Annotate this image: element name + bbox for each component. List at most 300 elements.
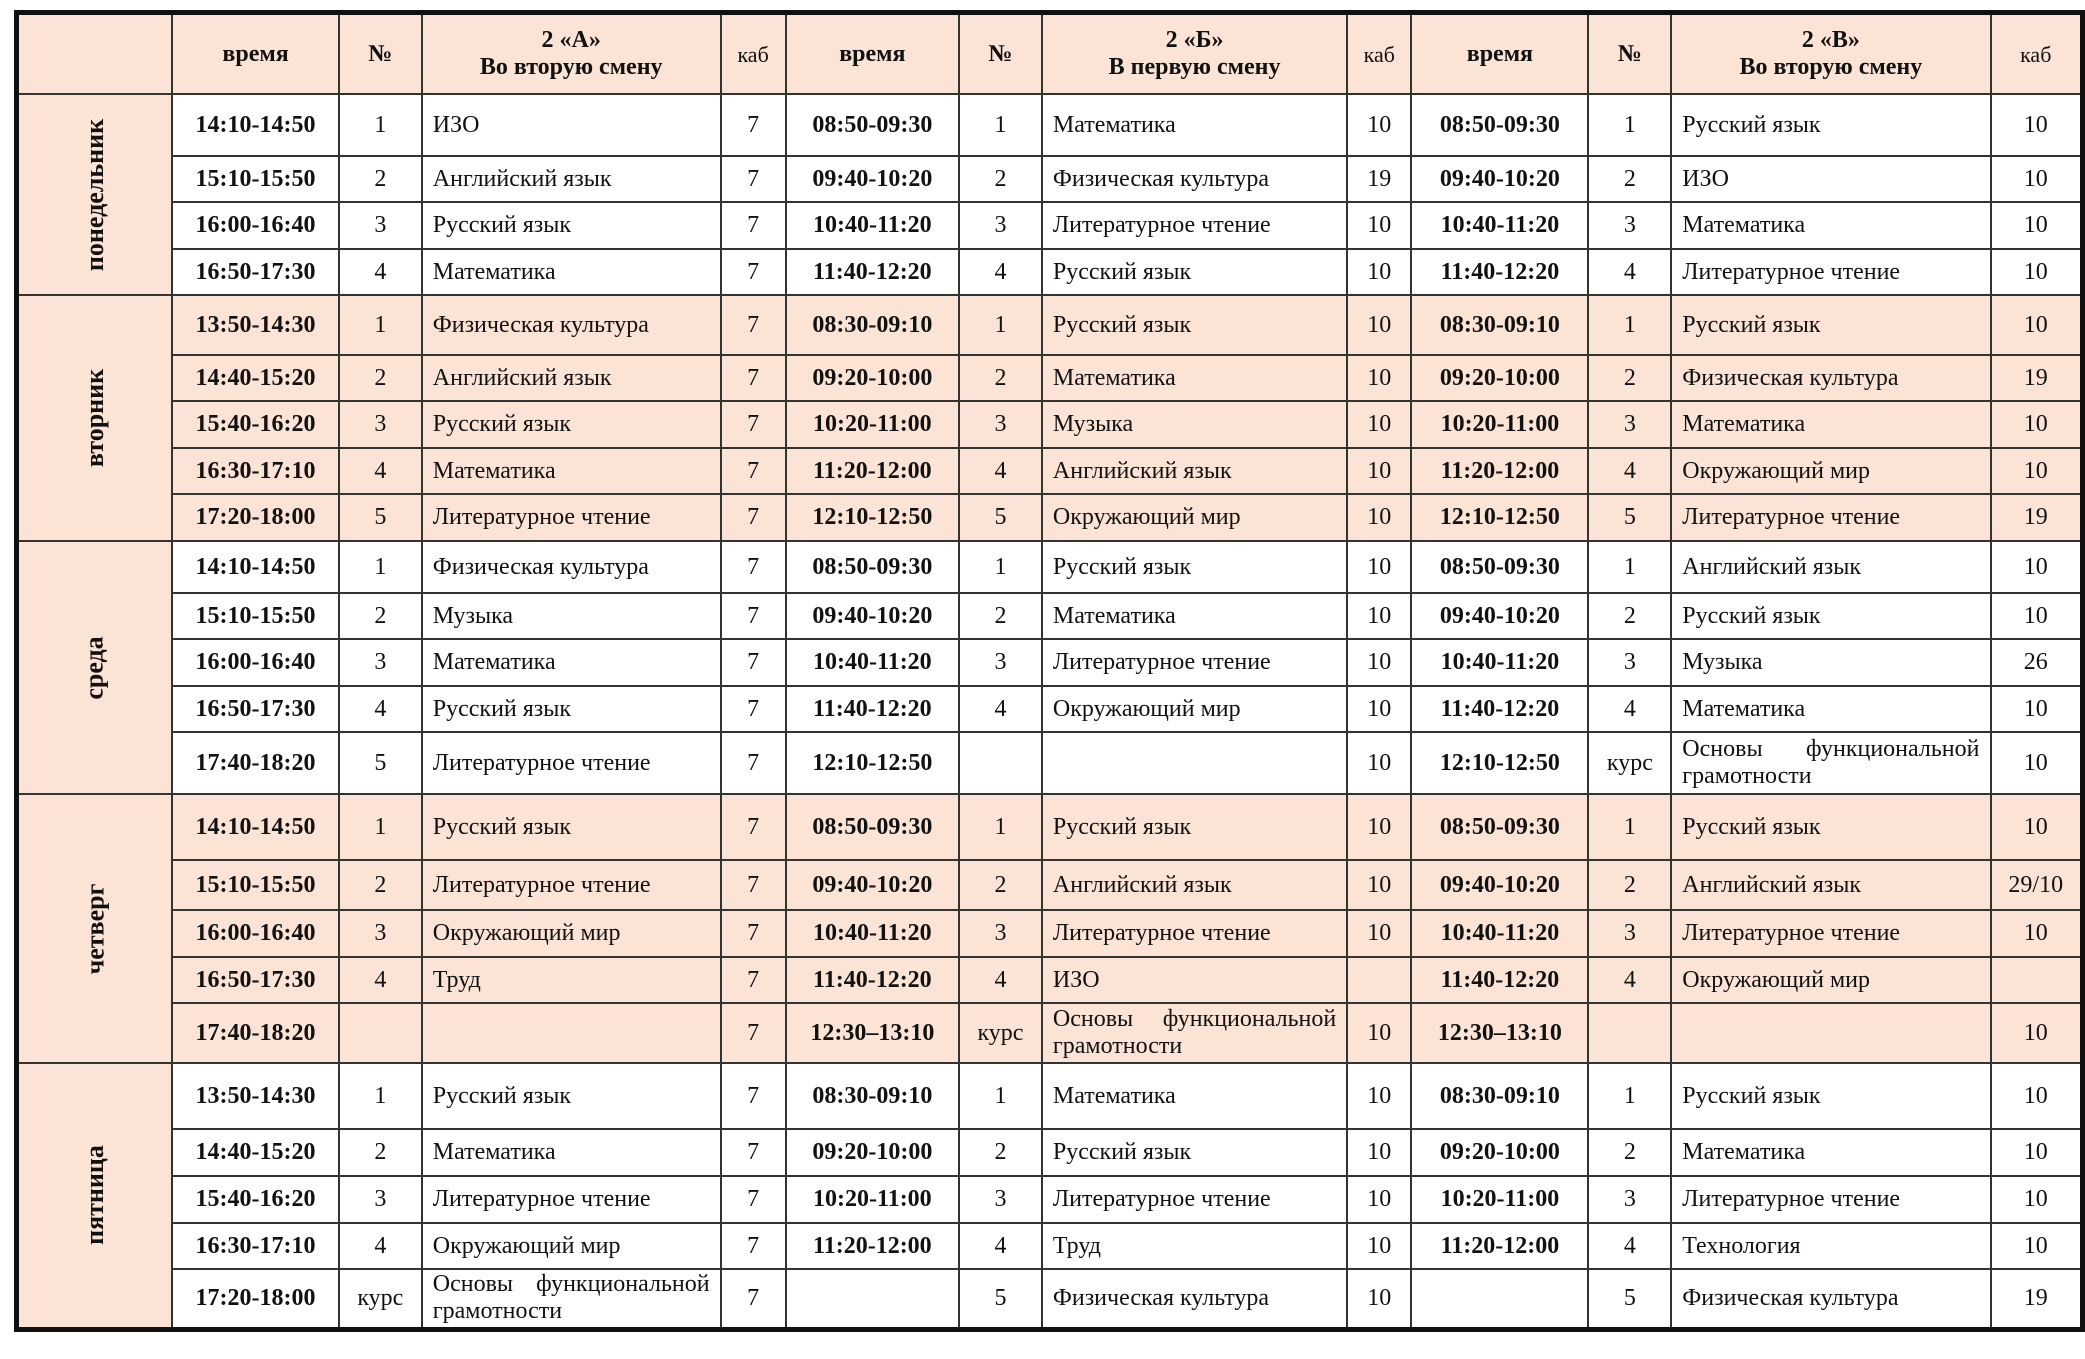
room: 19 [1347, 156, 1411, 202]
subject: Музыка [422, 593, 721, 639]
lesson-time: 10:40-11:20 [1411, 910, 1588, 957]
subject: Литературное чтение [422, 1176, 721, 1223]
subject: Русский язык [422, 202, 721, 249]
subject: Литературное чтение [1671, 1176, 1990, 1223]
room: 10 [1991, 1063, 2083, 1129]
subject: Английский язык [1671, 860, 1990, 910]
subject: Труд [422, 957, 721, 1003]
subject: Русский язык [1042, 1129, 1347, 1176]
subject: Окружающий мир [422, 910, 721, 957]
lesson-time: 14:10-14:50 [172, 794, 339, 860]
room: 10 [1347, 1003, 1411, 1063]
lesson-time: 09:40-10:20 [1411, 156, 1588, 202]
subject [422, 1003, 721, 1063]
subject: Окружающий мир [1042, 686, 1347, 732]
lesson-time: 11:40-12:20 [1411, 686, 1588, 732]
room: 19 [1991, 1269, 2083, 1329]
lesson-time: 08:50-09:30 [1411, 541, 1588, 593]
header-class-c [1671, 13, 1990, 95]
subject: Математика [1671, 1129, 1990, 1176]
lesson-number: 1 [339, 1063, 422, 1129]
subject: Русский язык [1042, 249, 1347, 295]
room: 10 [1347, 355, 1411, 401]
lesson-number [1588, 1003, 1671, 1063]
day-label [17, 295, 173, 541]
lesson-number: 2 [1588, 355, 1671, 401]
room: 7 [721, 401, 786, 448]
lesson-time: 10:40-11:20 [786, 910, 959, 957]
lesson-time: 08:30-09:10 [786, 1063, 959, 1129]
room: 10 [1991, 94, 2083, 156]
lesson-number: 4 [339, 686, 422, 732]
day-label [17, 541, 173, 794]
lesson-number: 1 [1588, 794, 1671, 860]
lesson-number: 4 [959, 957, 1042, 1003]
lesson-time: 08:50-09:30 [786, 541, 959, 593]
lesson-number: 3 [1588, 1176, 1671, 1223]
room: 10 [1991, 1003, 2083, 1063]
room: 10 [1347, 1176, 1411, 1223]
table-row [17, 639, 2083, 686]
schedule-table [14, 10, 2085, 1332]
room: 10 [1991, 1176, 2083, 1223]
table-row [17, 295, 2083, 355]
header-num-a: № [339, 13, 422, 95]
day-label-text: пятница [80, 1145, 110, 1246]
lesson-time: 12:30–13:10 [786, 1003, 959, 1063]
lesson-time: 16:00-16:40 [172, 910, 339, 957]
room: 7 [721, 249, 786, 295]
header-row [17, 13, 2083, 95]
room: 10 [1991, 541, 2083, 593]
lesson-time: 14:10-14:50 [172, 94, 339, 156]
lesson-number: 5 [959, 1269, 1042, 1329]
lesson-number: курс [959, 1003, 1042, 1063]
subject: Основы функциональной грамотности [422, 1269, 721, 1329]
table-row [17, 1003, 2083, 1063]
header-class-a [422, 13, 721, 95]
lesson-time: 08:50-09:30 [786, 794, 959, 860]
lesson-time [786, 1269, 959, 1329]
lesson-time: 09:20-10:00 [1411, 1129, 1588, 1176]
lesson-number: 2 [1588, 860, 1671, 910]
lesson-number [959, 732, 1042, 794]
lesson-time: 11:40-12:20 [786, 957, 959, 1003]
lesson-number: 1 [339, 794, 422, 860]
subject: Английский язык [422, 156, 721, 202]
subject: Литературное чтение [1042, 202, 1347, 249]
header-num-b: № [959, 13, 1042, 95]
header-time-c: время [1411, 13, 1588, 95]
subject: ИЗО [422, 94, 721, 156]
subject: Русский язык [1042, 541, 1347, 593]
room: 10 [1347, 1269, 1411, 1329]
lesson-number: 4 [1588, 957, 1671, 1003]
table-row [17, 1223, 2083, 1269]
day-label [17, 94, 173, 295]
room: 10 [1347, 249, 1411, 295]
subject: Окружающий мир [1671, 448, 1990, 494]
room: 10 [1991, 1223, 2083, 1269]
subject: Литературное чтение [1671, 494, 1990, 541]
lesson-number: 2 [1588, 1129, 1671, 1176]
lesson-number: 3 [339, 1176, 422, 1223]
room: 7 [721, 202, 786, 249]
subject: Русский язык [422, 1063, 721, 1129]
room: 10 [1347, 860, 1411, 910]
lesson-number: 1 [339, 94, 422, 156]
table-row [17, 794, 2083, 860]
table-row [17, 957, 2083, 1003]
lesson-time: 09:40-10:20 [786, 593, 959, 639]
subject: Русский язык [422, 794, 721, 860]
subject: Основы функциональной грамотности [1042, 1003, 1347, 1063]
lesson-time: 11:20-12:00 [1411, 448, 1588, 494]
subject: Физическая культура [1671, 1269, 1990, 1329]
lesson-number: 3 [1588, 910, 1671, 957]
room: 29/10 [1991, 860, 2083, 910]
subject: Английский язык [422, 355, 721, 401]
room: 10 [1991, 202, 2083, 249]
lesson-number: 3 [959, 910, 1042, 957]
lesson-number: 3 [1588, 401, 1671, 448]
lesson-number: 2 [1588, 156, 1671, 202]
room: 10 [1991, 593, 2083, 639]
room: 7 [721, 1223, 786, 1269]
room: 10 [1991, 448, 2083, 494]
subject: Математика [1671, 202, 1990, 249]
table-row [17, 448, 2083, 494]
lesson-number: 2 [339, 355, 422, 401]
subject: Литературное чтение [422, 860, 721, 910]
lesson-number: 1 [339, 295, 422, 355]
room: 7 [721, 732, 786, 794]
room: 26 [1991, 639, 2083, 686]
lesson-number: 5 [1588, 1269, 1671, 1329]
subject: Математика [1042, 593, 1347, 639]
lesson-time: 16:50-17:30 [172, 686, 339, 732]
lesson-number: 4 [339, 249, 422, 295]
lesson-time: 16:30-17:10 [172, 448, 339, 494]
room: 7 [721, 686, 786, 732]
table-row [17, 1176, 2083, 1223]
subject: Английский язык [1042, 860, 1347, 910]
room: 10 [1347, 401, 1411, 448]
lesson-number: 4 [1588, 1223, 1671, 1269]
lesson-number: 1 [959, 541, 1042, 593]
table-row [17, 494, 2083, 541]
lesson-number: 1 [959, 295, 1042, 355]
day-label-text: четверг [80, 883, 110, 974]
lesson-time: 14:10-14:50 [172, 541, 339, 593]
lesson-number: 4 [959, 249, 1042, 295]
lesson-number: 3 [339, 401, 422, 448]
lesson-number: 1 [959, 94, 1042, 156]
room: 7 [721, 910, 786, 957]
room: 10 [1347, 910, 1411, 957]
subject: Труд [1042, 1223, 1347, 1269]
class-c-shift: Во вторую смену [1739, 54, 1923, 80]
lesson-time: 12:10-12:50 [786, 732, 959, 794]
lesson-time: 10:20-11:00 [1411, 1176, 1588, 1223]
lesson-time: 08:30-09:10 [1411, 1063, 1588, 1129]
lesson-time: 12:10-12:50 [1411, 494, 1588, 541]
lesson-number: 2 [959, 860, 1042, 910]
room [1347, 957, 1411, 1003]
lesson-time: 08:50-09:30 [1411, 94, 1588, 156]
lesson-number: 4 [959, 448, 1042, 494]
room: 19 [1991, 355, 2083, 401]
subject: Математика [422, 448, 721, 494]
lesson-number: 2 [339, 1129, 422, 1176]
room: 10 [1347, 1063, 1411, 1129]
lesson-time: 15:10-15:50 [172, 860, 339, 910]
room: 7 [721, 794, 786, 860]
lesson-time: 13:50-14:30 [172, 1063, 339, 1129]
table-row [17, 541, 2083, 593]
lesson-time: 10:40-11:20 [1411, 639, 1588, 686]
header-num-c: № [1588, 13, 1671, 95]
lesson-time: 09:20-10:00 [786, 355, 959, 401]
lesson-time: 11:40-12:20 [786, 686, 959, 732]
lesson-time [1411, 1269, 1588, 1329]
subject: Литературное чтение [1042, 910, 1347, 957]
lesson-number: 3 [959, 401, 1042, 448]
table-row [17, 860, 2083, 910]
room: 7 [721, 1176, 786, 1223]
lesson-number: 2 [959, 1129, 1042, 1176]
room: 7 [721, 156, 786, 202]
lesson-number: курс [339, 1269, 422, 1329]
lesson-time: 15:40-16:20 [172, 1176, 339, 1223]
lesson-number: 4 [1588, 448, 1671, 494]
lesson-number: 3 [339, 202, 422, 249]
lesson-number: 4 [959, 686, 1042, 732]
room: 10 [1347, 295, 1411, 355]
subject: Литературное чтение [1042, 1176, 1347, 1223]
lesson-time: 15:40-16:20 [172, 401, 339, 448]
subject: Английский язык [1671, 541, 1990, 593]
lesson-time: 11:20-12:00 [1411, 1223, 1588, 1269]
room: 7 [721, 957, 786, 1003]
table-row [17, 1129, 2083, 1176]
lesson-number: 2 [959, 156, 1042, 202]
lesson-number: 5 [339, 494, 422, 541]
lesson-time: 09:40-10:20 [1411, 860, 1588, 910]
room: 10 [1347, 448, 1411, 494]
subject: Математика [422, 639, 721, 686]
lesson-time: 16:00-16:40 [172, 639, 339, 686]
table-row [17, 156, 2083, 202]
room: 7 [721, 494, 786, 541]
header-time-b: время [786, 13, 959, 95]
lesson-time: 10:20-11:00 [786, 401, 959, 448]
subject: Математика [422, 249, 721, 295]
lesson-number: 3 [959, 639, 1042, 686]
lesson-time: 10:40-11:20 [786, 639, 959, 686]
lesson-number [339, 1003, 422, 1063]
subject: Музыка [1042, 401, 1347, 448]
subject: Математика [1671, 686, 1990, 732]
table-row [17, 910, 2083, 957]
lesson-number: 1 [1588, 1063, 1671, 1129]
header-room-a: каб [721, 13, 786, 95]
day-label-text: понедельник [80, 118, 110, 271]
room: 10 [1347, 1223, 1411, 1269]
subject [1671, 1003, 1990, 1063]
lesson-time: 12:10-12:50 [786, 494, 959, 541]
lesson-time: 09:20-10:00 [786, 1129, 959, 1176]
lesson-number: 4 [1588, 686, 1671, 732]
room: 10 [1991, 910, 2083, 957]
lesson-number: 1 [339, 541, 422, 593]
lesson-time: 11:40-12:20 [786, 249, 959, 295]
lesson-time: 17:20-18:00 [172, 1269, 339, 1329]
room: 10 [1347, 732, 1411, 794]
subject: Технология [1671, 1223, 1990, 1269]
table-row [17, 401, 2083, 448]
room: 7 [721, 1269, 786, 1329]
table-row [17, 686, 2083, 732]
room: 7 [721, 639, 786, 686]
table-row [17, 94, 2083, 156]
subject [1042, 732, 1347, 794]
lesson-number: 1 [1588, 94, 1671, 156]
room: 7 [721, 1003, 786, 1063]
header-class-b [1042, 13, 1347, 95]
lesson-time: 16:00-16:40 [172, 202, 339, 249]
day-label [17, 794, 173, 1063]
lesson-time: 14:40-15:20 [172, 1129, 339, 1176]
room: 19 [1991, 494, 2083, 541]
lesson-number: 3 [1588, 202, 1671, 249]
lesson-number: 3 [339, 639, 422, 686]
lesson-time: 16:30-17:10 [172, 1223, 339, 1269]
subject: Русский язык [422, 686, 721, 732]
room: 7 [721, 860, 786, 910]
table-row [17, 1063, 2083, 1129]
subject: Окружающий мир [1671, 957, 1990, 1003]
room: 7 [721, 1129, 786, 1176]
room: 10 [1347, 1129, 1411, 1176]
room: 10 [1347, 202, 1411, 249]
lesson-time: 08:50-09:30 [1411, 794, 1588, 860]
subject: Физическая культура [1671, 355, 1990, 401]
lesson-time: 17:20-18:00 [172, 494, 339, 541]
room: 10 [1991, 732, 2083, 794]
lesson-number: 1 [959, 794, 1042, 860]
subject: Окружающий мир [422, 1223, 721, 1269]
room: 7 [721, 94, 786, 156]
room: 10 [1347, 794, 1411, 860]
lesson-number: 4 [959, 1223, 1042, 1269]
room: 10 [1347, 94, 1411, 156]
subject: Русский язык [422, 401, 721, 448]
subject: Литературное чтение [422, 494, 721, 541]
subject: Музыка [1671, 639, 1990, 686]
lesson-time: 14:40-15:20 [172, 355, 339, 401]
lesson-time: 09:40-10:20 [786, 156, 959, 202]
lesson-time: 08:50-09:30 [786, 94, 959, 156]
lesson-time: 10:40-11:20 [1411, 202, 1588, 249]
table-row [17, 732, 2083, 794]
class-a-name: 2 «А» [541, 27, 601, 53]
day-label [17, 1063, 173, 1329]
subject: ИЗО [1042, 957, 1347, 1003]
header-room-c: каб [1991, 13, 2083, 95]
class-b-name: 2 «Б» [1165, 27, 1224, 53]
subject: Математика [422, 1129, 721, 1176]
subject: Русский язык [1042, 295, 1347, 355]
subject: Окружающий мир [1042, 494, 1347, 541]
subject: Физическая культура [1042, 156, 1347, 202]
lesson-time: 16:50-17:30 [172, 957, 339, 1003]
class-b-shift: В первую смену [1108, 54, 1281, 80]
subject: Основы функциональной грамотности [1671, 732, 1990, 794]
room: 10 [1347, 639, 1411, 686]
lesson-time: 10:20-11:00 [1411, 401, 1588, 448]
room: 10 [1347, 593, 1411, 639]
lesson-number: 2 [1588, 593, 1671, 639]
subject: Физическая культура [1042, 1269, 1347, 1329]
lesson-time: 08:30-09:10 [786, 295, 959, 355]
subject: Физическая культура [422, 541, 721, 593]
lesson-time: 08:30-09:10 [1411, 295, 1588, 355]
table-row [17, 355, 2083, 401]
room: 10 [1347, 541, 1411, 593]
day-label-text: вторник [80, 368, 110, 468]
class-c-name: 2 «В» [1801, 27, 1860, 53]
lesson-number: 2 [339, 156, 422, 202]
subject: Математика [1042, 94, 1347, 156]
lesson-time: 17:40-18:20 [172, 732, 339, 794]
room: 7 [721, 355, 786, 401]
room: 10 [1991, 295, 2083, 355]
lesson-number: курс [1588, 732, 1671, 794]
lesson-time: 15:10-15:50 [172, 593, 339, 639]
table-row [17, 1269, 2083, 1329]
room: 10 [1991, 249, 2083, 295]
subject: Русский язык [1671, 295, 1990, 355]
room: 10 [1347, 686, 1411, 732]
lesson-time: 17:40-18:20 [172, 1003, 339, 1063]
subject: Русский язык [1671, 94, 1990, 156]
room: 7 [721, 295, 786, 355]
lesson-number: 5 [1588, 494, 1671, 541]
subject: Математика [1042, 1063, 1347, 1129]
room: 7 [721, 448, 786, 494]
subject: Английский язык [1042, 448, 1347, 494]
subject: ИЗО [1671, 156, 1990, 202]
lesson-time: 12:10-12:50 [1411, 732, 1588, 794]
lesson-number: 2 [959, 355, 1042, 401]
room: 7 [721, 541, 786, 593]
lesson-number: 2 [339, 860, 422, 910]
subject: Математика [1671, 401, 1990, 448]
lesson-time: 11:40-12:20 [1411, 249, 1588, 295]
lesson-time: 10:40-11:20 [786, 202, 959, 249]
lesson-number: 5 [339, 732, 422, 794]
lesson-number: 5 [959, 494, 1042, 541]
room: 10 [1991, 686, 2083, 732]
subject: Физическая культура [422, 295, 721, 355]
lesson-number: 2 [339, 593, 422, 639]
lesson-number: 3 [959, 202, 1042, 249]
room: 7 [721, 1063, 786, 1129]
lesson-number: 1 [1588, 295, 1671, 355]
lesson-time: 11:20-12:00 [786, 1223, 959, 1269]
room: 10 [1991, 401, 2083, 448]
